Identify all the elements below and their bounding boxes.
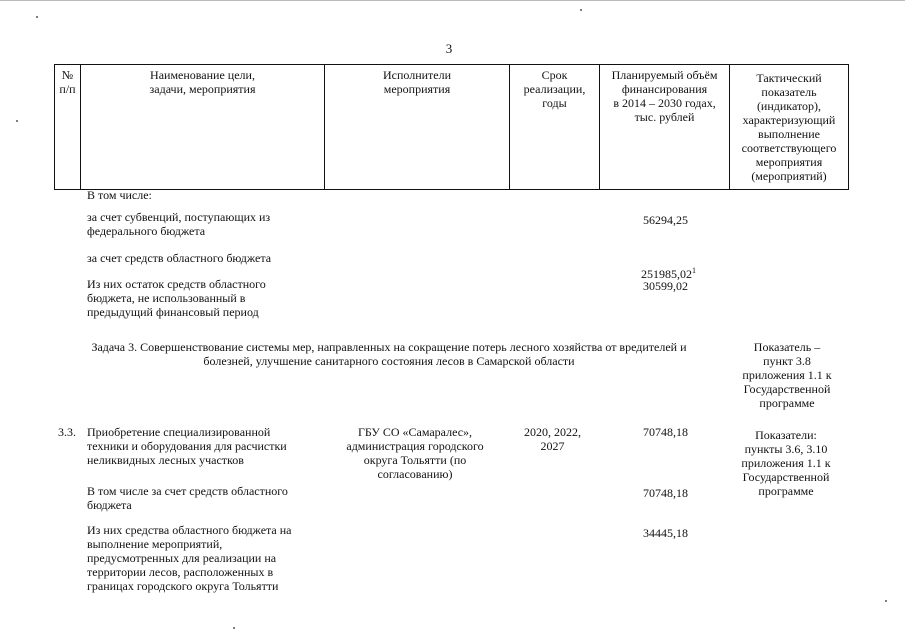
item-3-3-years: 2020, 2022, 2027 [524,425,581,453]
item-3-3-amount: 70748,18 [643,425,688,439]
item-3-3-name: Приобретение специализированной техники и оборудования для расчистки неликвидных лесных участков [87,425,287,467]
row-regional-amount: 251985,02 [641,267,692,281]
task-3-text: Задача 3. Совершенствование системы мер, направленных на сокращение потерь лесного хозяйства от вредителей и болезней, улучшение санитарного состояния лесов в Самарской области [91,340,687,368]
header-col-indicator: Тактический показатель (индикатор), характеризующий выполнение соответствующего мероприятия (мероприятий) [741,71,837,183]
row-regional-amount-cell [600,253,696,281]
page-edge-line [0,0,905,1]
footnote-marker: 1 [692,266,696,275]
row-remainder-amount: 30599,02 [643,279,688,293]
header-col-executors: Исполнители мероприятия [325,65,510,189]
scan-speck [36,16,38,18]
item-3-3-indicator: Показатели: пункты 3.6, 3.10 приложения 1.1 к Государственной программе [741,428,831,498]
item-3-3-sub2-label: Из них средства областного бюджета на выполнение мероприятий, предусмотренных для реализации на территории лесов, расположенных в границах городского округа Тольятти [87,523,292,593]
item-3-3-executors: ГБУ СО «Самаралес», администрация городского округа Тольятти (по согласованию) [346,425,484,481]
item-3-3-number: 3.3. [58,425,76,439]
scan-speck [233,627,235,629]
table-border-line [599,189,729,191]
scan-speck [16,120,18,122]
item-3-3-sub1-label: В том числе за счет средств областного бюджета [87,484,288,512]
row-federal-amount: 56294,25 [643,213,688,227]
item-3-3-sub1-amount: 70748,18 [643,486,688,500]
scan-speck [885,600,887,602]
row-regional-label: за счет средств областного бюджета [87,251,272,265]
row-remainder-label: Из них остаток средств областного бюджета, не использованный в предыдущий финансовый период [87,277,266,319]
table-header [54,64,849,190]
item-3-3-sub2-amount: 34445,18 [643,526,688,540]
header-col-number: № п/п [55,65,81,189]
header-col-term: Срок реализации, годы [510,65,600,189]
scan-speck [580,9,582,11]
task-3-indicator: Показатель – пункт 3.8 приложения 1.1 к Государственной программе [742,340,832,410]
row-federal-label: за счет субвенций, поступающих из федерального бюджета [87,210,271,238]
header-col-name: Наименование цели, задачи, мероприятия [81,65,325,189]
row-including-label: В том числе: [87,188,152,202]
header-col-financing: Планируемый объём финансирования в 2014 – 2030 годах, тыс. рублей [600,65,730,189]
page-number: 3 [445,41,453,56]
